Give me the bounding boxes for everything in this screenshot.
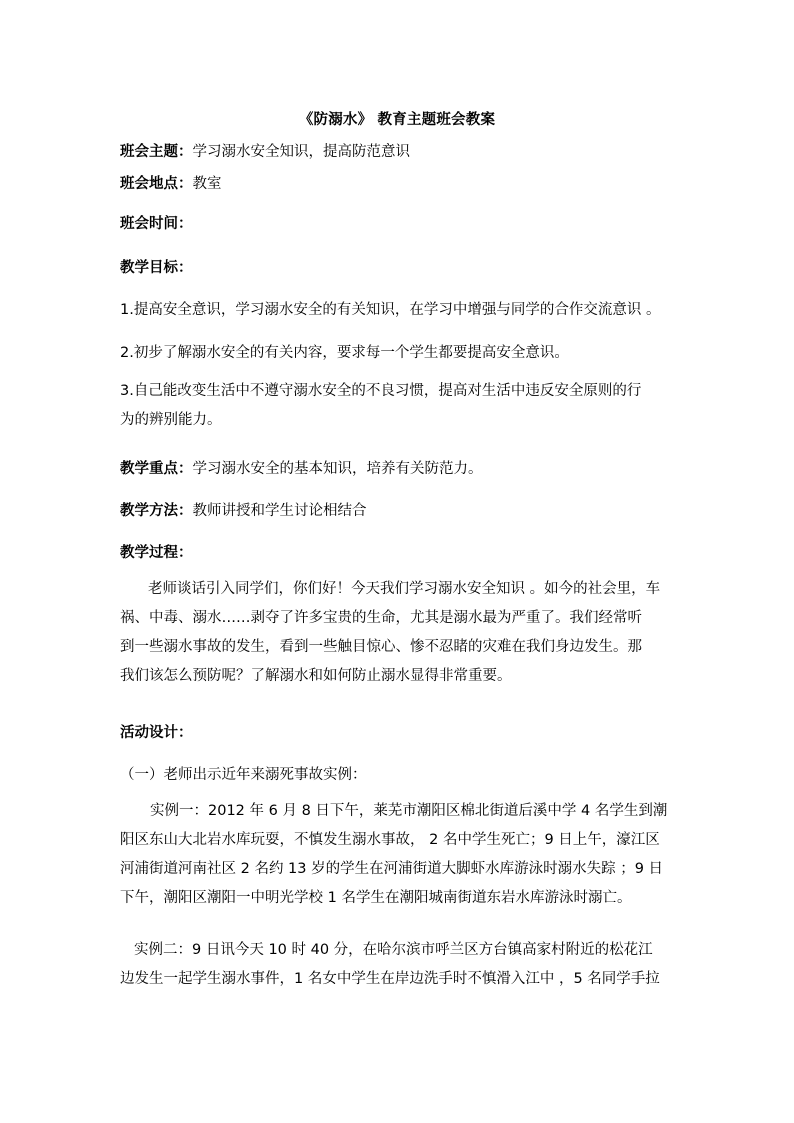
objective-item-3-line: 为的辨别能力。 — [120, 412, 222, 428]
activity-label: 活动设计： — [120, 725, 193, 741]
topic-row — [120, 140, 680, 161]
objective-item-1: 1.提高安全意识，学习溺水安全的有关知识，在学习中增强与同学的合作交流意识 。 — [120, 302, 661, 318]
focus-row — [120, 457, 680, 478]
example-2-line: 边发生一起学生溺水事件，1 名女中学生在岸边洗手时不慎滑入江中 ，5 名同学手拉 — [120, 971, 660, 987]
method-row — [120, 499, 680, 520]
topic-value: 学习溺水安全知识，提高防范意识 — [192, 144, 410, 160]
location-row — [120, 172, 680, 193]
example-2-line: 实例二：9 日讯今天 10 时 40 分，在哈尔滨市呼兰区方台镇高家村附近的松花江 — [134, 942, 653, 958]
process-paragraph — [120, 575, 680, 691]
objectives-label: 教学目标： — [120, 260, 193, 276]
process-line: 老师谈话引入同学们，你们好！今天我们学习溺水安全知识 。如今的社会里，车 — [148, 581, 661, 597]
activity-section-1: （一）老师出示近年来溺死事故实例： — [120, 767, 367, 783]
process-line: 祸、中毒、溺水……剥夺了许多宝贵的生命，尤其是溺水最为严重了。我们经常听 — [120, 610, 642, 626]
example-1-line: 河浦街道河南社区 2 名约 13 岁的学生在河浦街道大脚虾水库游泳时溺水失踪 ；9 日 — [120, 861, 664, 877]
objective-item-3-line: 3.自己能改变生活中不遵守溺水安全的不良习惯，提高对生活中违反安全原则的行 — [120, 383, 642, 399]
time-label: 班会时间： — [120, 216, 193, 232]
location-label: 班会地点： — [120, 176, 193, 192]
objective-item-3 — [120, 377, 680, 435]
page-title: 《防溺水》 教育主题班会教案 — [298, 112, 496, 128]
process-line: 到一些溺水事故的发生，看到一些触目惊心、惨不忍睹的灾难在我们身边发生。那 — [120, 639, 642, 655]
method-label: 教学方法： — [120, 503, 193, 519]
example-1-line: 下午，潮阳区潮阳一中明光学校 1 名学生在潮阳城南街道东岩水库游泳时溺亡。 — [120, 890, 632, 906]
example-1-paragraph — [120, 797, 680, 913]
example-1-line: 实例一：2012 年 6 月 8 日下午，莱芜市潮阳区棉北街道后溪中学 4 名学生到潮 — [150, 803, 668, 819]
process-label: 教学过程： — [120, 545, 193, 561]
process-line: 我们该怎么预防呢？了解溺水和如何防止溺水显得非常重要。 — [120, 668, 512, 684]
objective-item-2: 2.初步了解溺水安全的有关内容，要求每一个学生都要提高安全意识。 — [120, 345, 569, 361]
topic-label: 班会主题： — [120, 144, 193, 160]
focus-value: 学习溺水安全的基本知识，培养有关防范力。 — [192, 461, 483, 477]
example-1-line: 阳区东山大北岩水库玩耍，不慎发生溺水事故， 2 名中学生死亡；9 日上午，濠江区 — [120, 832, 660, 848]
method-value: 教师讲授和学生讨论相结合 — [192, 503, 367, 519]
focus-label: 教学重点： — [120, 461, 193, 477]
location-value: 教室 — [192, 176, 222, 192]
example-2-paragraph — [120, 936, 680, 994]
